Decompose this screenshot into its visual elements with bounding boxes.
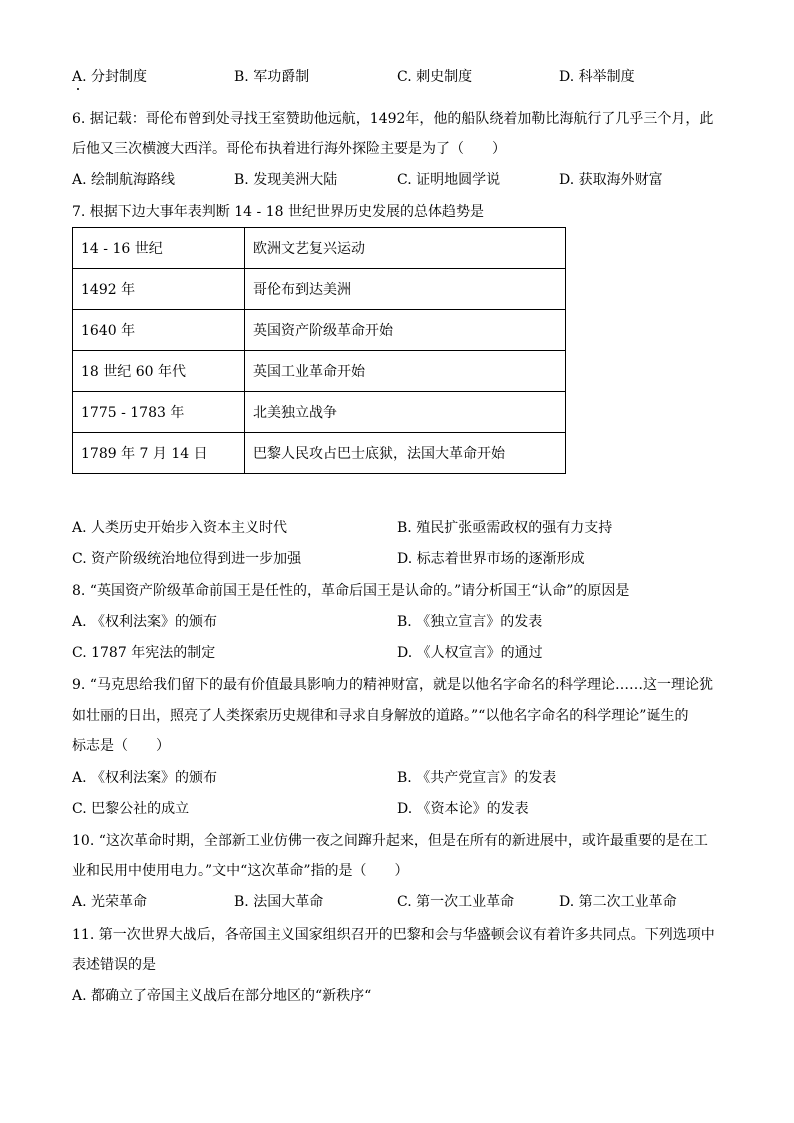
q7-option-b: B. 殖民扩张亟需政权的强有力支持	[397, 520, 613, 536]
table-cell-date: 18 世纪 60 年代	[73, 351, 245, 392]
q10-option-a: A. 光荣革命	[72, 894, 148, 910]
table-row	[73, 269, 566, 310]
q9-option-b: B. 《共产党宣言》的发表	[397, 770, 557, 786]
q6-stem-line-2: 后他又三次横渡大西洋。哥伦布执着进行海外探险主要是为了（ ）	[72, 141, 506, 157]
table-cell-date: 1492 年	[73, 269, 245, 310]
q10-option-b: B. 法国大革命	[234, 894, 324, 910]
q9-option-d: D. 《资本论》的发表	[397, 801, 529, 817]
q7-option-c: C. 资产阶级统治地位得到进一步加强	[72, 551, 302, 567]
q7-option-d: D. 标志着世界市场的逐渐形成	[397, 551, 585, 567]
q8-stem: 8. “英国资产阶级革命前国王是任性的，革命后国王是认命的。”请分析国王“认命”的原因是	[72, 583, 630, 599]
q5-option-d: D. 科举制度	[559, 69, 635, 85]
q8-option-b: B. 《独立宣言》的发表	[397, 614, 543, 630]
stray-dot-mark	[77, 88, 79, 90]
q7-stem: 7. 根据下边大事年表判断 14 - 18 世纪世界历史发展的总体趋势是	[72, 204, 484, 220]
q9-option-c: C. 巴黎公社的成立	[72, 801, 190, 817]
q7-option-a: A. 人类历史开始步入资本主义时代	[72, 520, 288, 536]
q9-stem-line-2: 如壮丽的日出，照亮了人类探索历史规律和寻求自身解放的道路。”“以他名字命名的科学理论”诞生的	[72, 708, 689, 724]
events-table	[72, 227, 566, 474]
table-cell-date: 14 - 16 世纪	[73, 228, 245, 269]
table-cell-date: 1775 - 1783 年	[73, 392, 245, 433]
table-row	[73, 351, 566, 392]
table-row	[73, 228, 566, 269]
q10-option-c: C. 第一次工业革命	[397, 894, 515, 910]
q9-stem-line-1: 9. “马克思给我们留下的最有价值最具影响力的精神财富，就是以他名字命名的科学理论……这一理论犹	[72, 677, 713, 693]
q6-option-b: B. 发现美洲大陆	[234, 172, 338, 188]
q8-option-c: C. 1787 年宪法的制定	[72, 645, 216, 661]
q10-stem-line-1: 10. “这次革命时期，全部新工业仿佛一夜之间蹿升起来，但是在所有的新进展中，或许最重要的是在工	[72, 833, 708, 849]
table-cell-event: 哥伦布到达美洲	[245, 269, 566, 310]
table-cell-event: 英国工业革命开始	[245, 351, 566, 392]
q11-stem-line-1: 11. 第一次世界大战后，各帝国主义国家组织召开的巴黎和会与华盛顿会议有着许多共同点。下列选项中	[72, 927, 715, 943]
table-row	[73, 433, 566, 474]
table-cell-event: 巴黎人民攻占巴士底狱，法国大革命开始	[245, 433, 566, 474]
q6-option-a: A. 绘制航海路线	[72, 172, 176, 188]
q11-stem-line-2: 表述错误的是	[72, 957, 156, 973]
table-row	[73, 310, 566, 351]
q6-option-c: C. 证明地圆学说	[397, 172, 501, 188]
q6-option-d: D. 获取海外财富	[559, 172, 663, 188]
q9-option-a: A. 《权利法案》的颁布	[72, 770, 218, 786]
table-cell-event: 北美独立战争	[245, 392, 566, 433]
q8-option-a: A. 《权利法案》的颁布	[72, 614, 218, 630]
q8-option-d: D. 《人权宣言》的通过	[397, 645, 543, 661]
q5-option-a: A. 分封制度	[72, 69, 148, 85]
q5-option-c: C. 刺史制度	[397, 69, 473, 85]
q10-option-d: D. 第二次工业革命	[559, 894, 677, 910]
table-cell-event: 欧洲文艺复兴运动	[245, 228, 566, 269]
table-cell-event: 英国资产阶级革命开始	[245, 310, 566, 351]
q11-option-a: A. 都确立了帝国主义战后在部分地区的“新秩序“	[72, 988, 372, 1004]
q10-stem-line-2: 业和民用中使用电力。”文中“这次革命”指的是（ ）	[72, 863, 409, 879]
q9-stem-line-3: 标志是（ ）	[72, 738, 170, 754]
table-row	[73, 392, 566, 433]
table-cell-date: 1789 年 7 月 14 日	[73, 433, 245, 474]
table-cell-date: 1640 年	[73, 310, 245, 351]
q6-stem-line-1: 6. 据记载：哥伦布曾到处寻找王室赞助他远航，1492年，他的船队绕着加勒比海航行了几乎三个月，此	[72, 111, 714, 127]
q5-option-b: B. 军功爵制	[234, 69, 310, 85]
